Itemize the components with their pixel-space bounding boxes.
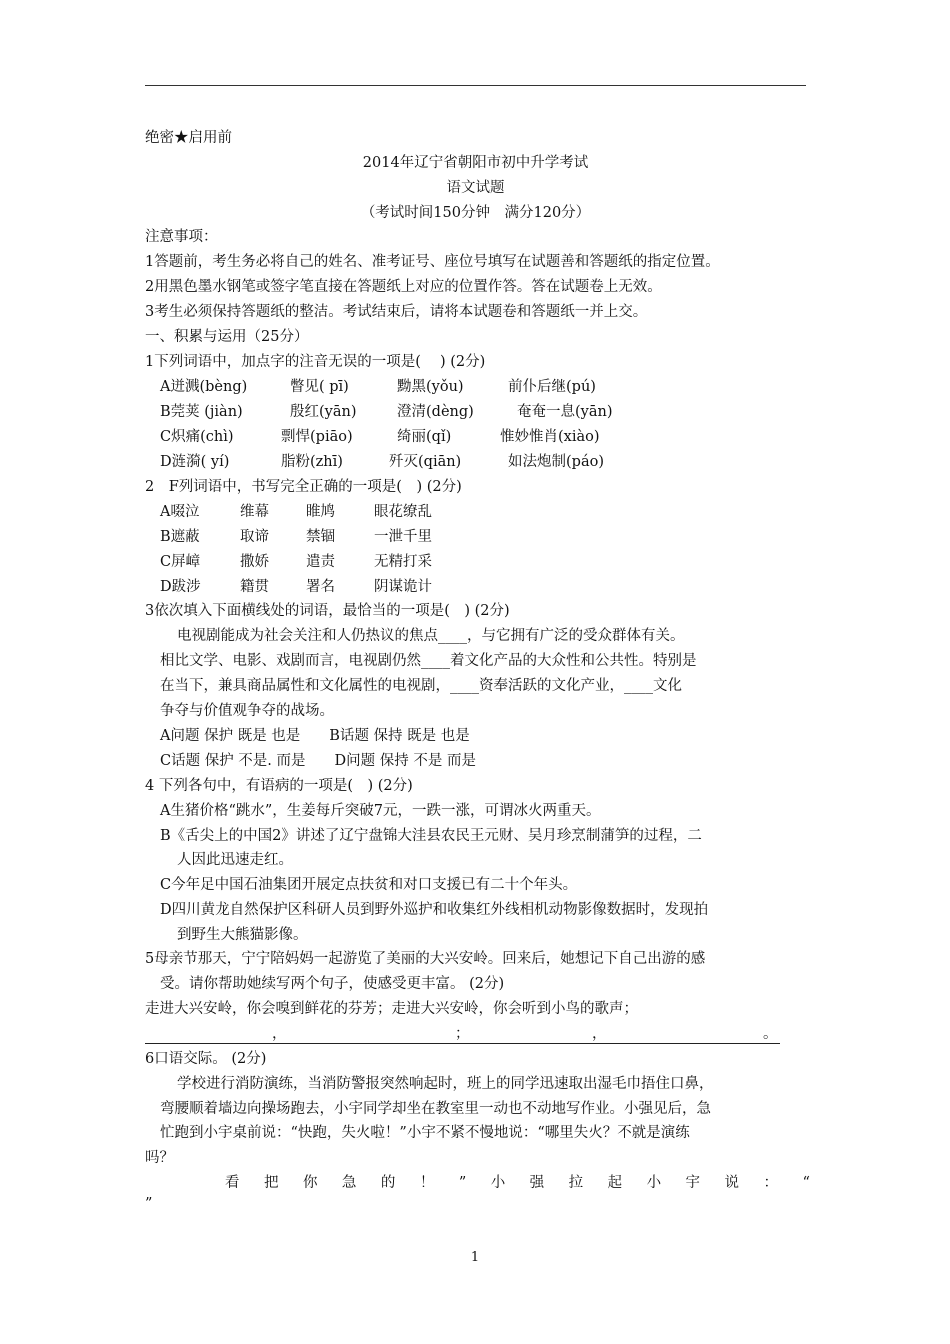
q1-option-a-1: A迸溅(bèng) <box>160 379 248 395</box>
exam-subject: 语文试题 <box>446 180 505 196</box>
exam-time-info: （考试时间150分钟 满分120分） <box>360 205 591 221</box>
blank-punct: ， <box>272 1026 287 1042</box>
q3-passage-line: 电视剧能成为社会关注和人仍热议的焦点____，与它拥有广泛的受众群体有关。 <box>177 628 685 644</box>
q2-option-b-1: B遮蔽 <box>160 529 200 545</box>
q1-option-c-2: 剽悍(piāo) <box>281 429 353 445</box>
spread-char: 小 <box>646 1175 662 1191</box>
q1-option-d-4: 如法炮制(páo) <box>508 454 604 470</box>
q2-option-c-4: 无精打采 <box>374 554 432 570</box>
q6-passage-line: 弯腰顺着墙边向操场跑去，小宇同学却坐在教室里一动也不动地写作业。小强见后，急 <box>160 1101 711 1117</box>
question-1-stem: 1下列词语中，加点字的注音无误的一项是( ) (2分) <box>145 354 486 370</box>
q1-option-d-3: 歼灭(qiān) <box>389 454 462 470</box>
q2-option-c-3: 遣责 <box>306 554 335 570</box>
notes-heading: 注意事项： <box>145 229 218 245</box>
spread-char: ” <box>458 1175 467 1191</box>
q1-option-b-1: B莞荚 (jiàn) <box>160 404 243 420</box>
q4-option-line: C今年足中国石油集团开展定点扶贫和对口支援已有二十个年头。 <box>160 877 578 893</box>
spread-char: 把 <box>263 1175 279 1191</box>
q1-option-a-4: 前仆后继(pú) <box>508 379 596 395</box>
question-5-stem: 5母亲节那天，宁宁陪妈妈一起游览了美丽的大兴安岭。回来后，她想记下自己出游的感 <box>145 951 706 967</box>
q2-option-d-2: 籍贯 <box>240 579 269 595</box>
q4-option-line: D四川黄龙自然保护区科研人员到野外巡护和收集红外线相机动物影像数据时，发现拍 <box>160 902 709 918</box>
spread-char: 宇 <box>685 1175 701 1191</box>
spread-char: 拉 <box>568 1175 584 1191</box>
question-6-stem: 6口语交际。 (2分) <box>145 1051 267 1067</box>
question-5-stem-cont: 受。请你帮助她续写两个句子，使感受更丰富。 (2分) <box>160 976 505 992</box>
q1-option-d-1: D涟漪( yí) <box>160 454 230 470</box>
q2-option-c-2: 撒娇 <box>240 554 269 570</box>
q1-option-c-1: C炽痛(chì) <box>160 429 234 445</box>
q2-option-d-4: 阴谋诡计 <box>374 579 432 595</box>
exam-title: 2014年辽宁省朝阳市初中升学考试 <box>362 155 589 171</box>
blank-punct: 。 <box>763 1026 778 1042</box>
q1-option-a-2: 瞥见( pī) <box>290 379 349 395</box>
q3-passage-line: 相比文学、电影、戏剧而言，电视剧仍然____着文化产品的大众性和公共性。特别是 <box>160 653 697 669</box>
spread-char: ： <box>763 1175 778 1191</box>
spread-char: “ <box>802 1175 810 1191</box>
spread-char: ！ <box>419 1175 435 1191</box>
q1-option-d-2: 脂粉(zhī) <box>281 454 343 470</box>
q6-dialogue-line <box>225 1174 810 1192</box>
q2-option-b-4: 一泄千里 <box>374 529 432 545</box>
q6-passage-line: 忙跑到小宇桌前说：“快跑，失火啦！”小宇不紧不慢地说：“哪里失火？不就是演练 <box>160 1125 690 1141</box>
q3-passage-line: 争夺与价值观争夺的战场。 <box>160 703 334 719</box>
q6-closing-quote: ” <box>145 1196 153 1212</box>
spread-char: 急 <box>341 1175 357 1191</box>
q5-answer-blank[interactable] <box>145 1025 780 1044</box>
spread-char: 强 <box>529 1175 545 1191</box>
spread-char: 的 <box>380 1175 396 1191</box>
note-item: 3考生必须保持答题纸的整洁。考试结束后，请将本试题卷和答题纸一并上交。 <box>145 304 648 320</box>
q3-options-line: A问题 保护 既是 也是 B话题 保持 既是 也是 <box>160 728 470 744</box>
spread-char: 起 <box>607 1175 623 1191</box>
q4-option-line: B《舌尖上的中国2》讲述了辽宁盘锦大洼县农民王元财、吴月珍烹制蒲笋的过程，二 <box>160 828 702 844</box>
spread-char: 你 <box>302 1175 318 1191</box>
q3-passage-line: 在当下，兼具商品属性和文化属性的电视剧，____资奉活跃的文化产业，____文化 <box>160 678 682 694</box>
q5-prompt-sentence: 走进大兴安岭，你会嗅到鲜花的芬芳；走进大兴安岭，你会听到小鸟的歌声； <box>145 1001 638 1017</box>
blank-punct: ， <box>592 1026 607 1042</box>
question-2-stem: 2 F列词语中，书写完全正确的一项是( ) (2分) <box>145 479 462 495</box>
spread-char: 看 <box>225 1175 240 1191</box>
page-number: 1 <box>470 1250 480 1265</box>
spread-char: 小 <box>490 1175 506 1191</box>
spread-char: 说 <box>724 1175 740 1191</box>
note-item: 2用黑色墨水钢笔或签字笔直接在答题纸上对应的位置作答。答在试题卷上无效。 <box>145 279 662 295</box>
q6-passage-line: 学校进行消防演练，当消防警报突然响起时，班上的同学迅速取出湿毛巾捂住口鼻， <box>177 1076 714 1092</box>
q4-option-line: 人因此迅速走红。 <box>177 852 293 868</box>
note-item: 1答题前，考生务必将自己的姓名、准考证号、座位号填写在试题善和答题纸的指定位置。 <box>145 254 720 270</box>
blank-punct: ； <box>455 1026 470 1042</box>
q1-option-b-2: 殷红(yān) <box>290 404 357 420</box>
secret-label: 绝密★启用前 <box>145 130 232 146</box>
section-heading: 一、积累与运用（25分） <box>145 329 309 345</box>
q1-option-b-3: 澄清(dèng) <box>397 404 474 420</box>
q2-option-b-2: 取谛 <box>240 529 269 545</box>
q2-option-c-1: C屏嶂 <box>160 554 201 570</box>
question-3-stem: 3依次填入下面横线处的词语，最恰当的一项是( ) (2分) <box>145 603 510 619</box>
q2-option-a-1: A啜泣 <box>160 504 200 520</box>
q2-option-a-2: 维幕 <box>240 504 269 520</box>
q1-option-c-4: 惟妙惟肖(xiào) <box>500 429 600 445</box>
q4-option-line: A生猪价格“跳水”，生姜每斤突破7元，一跌一涨，可谓冰火两重天。 <box>160 803 601 819</box>
question-4-stem: 4 下列各句中，有语病的一项是( ) (2分) <box>145 778 413 794</box>
q2-option-a-3: 睢鸠 <box>306 504 335 520</box>
q2-option-b-3: 禁锢 <box>306 529 335 545</box>
top-rule <box>145 85 806 86</box>
q2-option-a-4: 眼花缭乱 <box>374 504 432 520</box>
q2-option-d-3: 署名 <box>306 579 335 595</box>
q1-option-a-3: 黝黑(yǒu) <box>397 379 464 395</box>
q6-passage-line: 吗？ <box>145 1150 174 1166</box>
q4-option-line: 到野生大熊猫影像。 <box>177 927 308 943</box>
q3-options-line: C话题 保护 不是. 而是 D问题 保持 不是 而是 <box>160 753 476 769</box>
q2-option-d-1: D跋涉 <box>160 579 201 595</box>
q1-option-b-4: 奄奄一息(yān) <box>517 404 613 420</box>
q1-option-c-3: 绮丽(qǐ) <box>397 429 452 445</box>
